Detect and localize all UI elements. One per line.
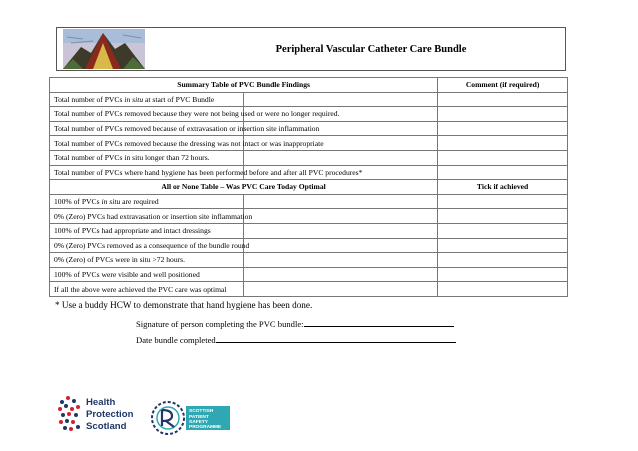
tick-cell[interactable] xyxy=(438,282,568,297)
summary-row xyxy=(50,92,568,107)
all-or-none-row xyxy=(50,282,568,297)
signature-label: Signature of person completing the PVC bundle: xyxy=(136,319,304,329)
all-or-none-value-cell[interactable] xyxy=(244,253,438,268)
summary-header: Summary Table of PVC Bundle Findings xyxy=(50,78,438,93)
summary-item-label xyxy=(50,107,340,122)
all-or-none-item-label xyxy=(50,238,250,253)
summary-item-label xyxy=(50,92,244,107)
signature-field[interactable] xyxy=(304,317,454,327)
all-or-none-item-label xyxy=(50,282,244,297)
all-or-none-right-header: Tick if achieved xyxy=(438,180,568,195)
spsp-line2: PATIENT xyxy=(189,415,209,420)
item-text: 100% of PVCs xyxy=(54,197,102,207)
comment-cell[interactable] xyxy=(438,165,568,180)
item-text: 0% (Zero) PVCs had extravasation or insertion site inflammation xyxy=(54,211,253,221)
tick-cell[interactable] xyxy=(438,253,568,268)
all-or-none-value-cell[interactable] xyxy=(244,194,438,209)
item-text: 100% of PVCs had appropriate and intact dressings xyxy=(54,226,211,236)
hps-line3: Scotland xyxy=(86,421,127,432)
tick-cell[interactable] xyxy=(438,238,568,253)
summary-value-cell[interactable] xyxy=(244,150,438,165)
signature-line xyxy=(136,317,454,329)
all-or-none-row xyxy=(50,238,568,253)
tick-cell[interactable] xyxy=(438,267,568,282)
all-or-none-value-cell[interactable] xyxy=(244,282,438,297)
tick-cell[interactable] xyxy=(438,194,568,209)
hps-line2: Protection xyxy=(86,409,134,420)
pvc-bundle-table xyxy=(49,77,568,297)
all-or-none-value-cell[interactable] xyxy=(244,209,438,224)
spsp-line3: SAFETY xyxy=(189,420,208,425)
item-text: Total number of PVCs removed because the dressing was not intact or was inappropriate xyxy=(54,138,324,148)
item-text: Total number of PVCs removed because of extravasation or insertion site inflammation xyxy=(54,124,320,134)
summary-row xyxy=(50,136,568,151)
all-or-none-value-cell[interactable] xyxy=(244,267,438,282)
summary-item-label xyxy=(50,165,363,180)
item-text: 0% (Zero) PVCs removed as a consequence of the bundle round xyxy=(54,240,250,250)
comment-cell[interactable] xyxy=(438,92,568,107)
comment-cell[interactable] xyxy=(438,121,568,136)
item-text: 100% of PVCs were visible and well positioned xyxy=(54,270,200,280)
summary-item-label xyxy=(50,136,324,151)
all-or-none-row xyxy=(50,253,568,268)
all-or-none-item-label xyxy=(50,209,253,224)
summary-row xyxy=(50,121,568,136)
date-line xyxy=(136,333,456,345)
hps-line1: Health xyxy=(86,397,116,408)
all-or-none-item-label xyxy=(50,194,244,209)
all-or-none-header: All or None Table – Was PVC Care Today Optimal xyxy=(50,180,438,195)
item-text: Total number of PVCs in situ longer than 72 hours. xyxy=(54,153,210,163)
summary-right-header: Comment (if required) xyxy=(438,78,568,93)
spsp-line4: PROGRAMME xyxy=(189,425,222,430)
all-or-none-row xyxy=(50,267,568,282)
summary-row xyxy=(50,107,568,122)
header-box xyxy=(56,27,566,71)
all-or-none-row xyxy=(50,223,568,238)
item-text-italic: in situ xyxy=(124,94,144,104)
comment-cell[interactable] xyxy=(438,107,568,122)
tick-cell[interactable] xyxy=(438,223,568,238)
all-or-none-item-label xyxy=(50,223,244,238)
item-text: Total number of PVCs removed because they were not being used or were no longer required. xyxy=(54,109,340,119)
item-text: If all the above were achieved the PVC care was optimal xyxy=(54,284,227,294)
all-or-none-value-cell[interactable] xyxy=(244,238,438,253)
summary-row xyxy=(50,150,568,165)
hps-logo-icon xyxy=(58,396,80,431)
comment-cell[interactable] xyxy=(438,136,568,151)
item-text-end: are required xyxy=(120,197,159,207)
tick-cell[interactable] xyxy=(438,209,568,224)
summary-item-label xyxy=(50,150,244,165)
item-text-end: at start of PVC Bundle xyxy=(143,94,215,104)
summary-value-cell[interactable] xyxy=(244,92,438,107)
summary-header-row xyxy=(50,78,568,93)
item-text-italic: in situ xyxy=(101,197,121,207)
summary-item-label xyxy=(50,121,320,136)
hand-hygiene-footnote: * Use a buddy HCW to demonstrate that hand hygiene has been done. xyxy=(55,300,313,310)
date-label: Date bundle completed xyxy=(136,335,216,345)
all-or-none-item-label xyxy=(50,253,244,268)
item-text: Total number of PVCs where hand hygiene has been performed before and after all PVC procedures* xyxy=(54,167,363,177)
all-or-none-row xyxy=(50,209,568,224)
hps-spsp-logos xyxy=(56,392,256,444)
item-text: 0% (Zero) of PVCs were in situ >72 hours. xyxy=(54,255,186,265)
summary-row xyxy=(50,165,568,180)
all-or-none-header-row xyxy=(50,180,568,195)
spsp-line1: SCOTTISH xyxy=(189,409,214,414)
item-text: Total number of PVCs xyxy=(54,94,125,104)
comment-cell[interactable] xyxy=(438,150,568,165)
all-or-none-value-cell[interactable] xyxy=(244,223,438,238)
mountain-logo-image xyxy=(63,29,145,69)
all-or-none-row xyxy=(50,194,568,209)
logos-footer xyxy=(56,392,256,449)
all-or-none-item-label xyxy=(50,267,244,282)
date-field[interactable] xyxy=(216,333,456,343)
page-title: Peripheral Vascular Catheter Care Bundle xyxy=(275,44,467,55)
